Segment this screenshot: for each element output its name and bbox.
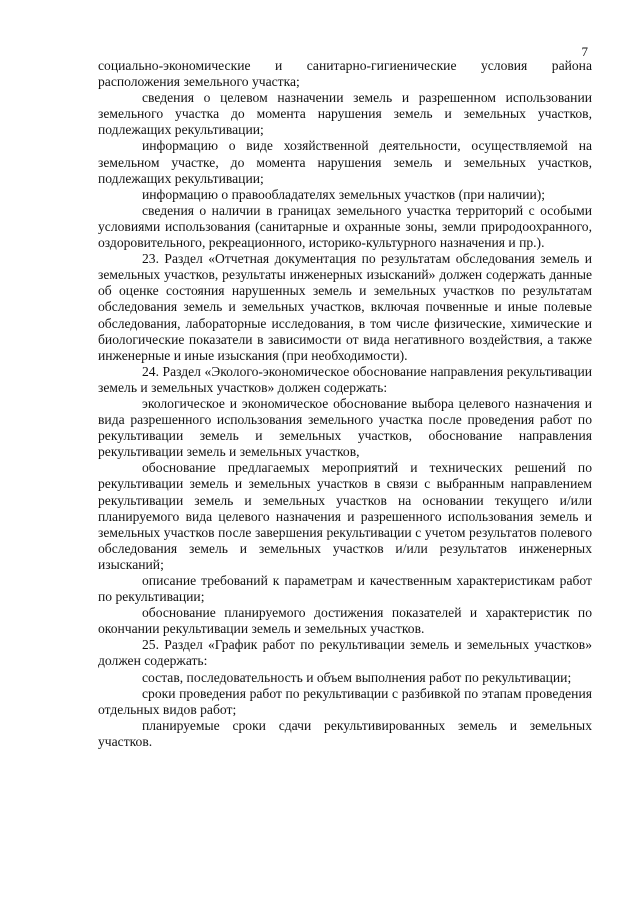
- paragraph-continuation: социально-экономические и санитарно-гигиенические условия района расположения земельного участка;: [98, 58, 592, 90]
- paragraph-handover-timing: планируемые сроки сдачи рекультивированных земель и земельных участков.: [98, 717, 592, 749]
- paragraph-ecological-justification: экологическое и экономическое обоснование выбора целевого назначения и вида разрешенного использования земельного участка после проведения работ по рекультивации земель и земельных участков, обоснование направления рекультивации земель и земельных участков,: [98, 395, 592, 460]
- paragraph-economic-activity-info: информацию о виде хозяйственной деятельности, осуществляемой на земельном участке, до момента нарушения земель и земельных участков, подлежащих рекультивации;: [98, 138, 592, 186]
- paragraph-indicators-justification: обоснование планируемого достижения показателей и характеристик по окончании рекультивации земель и земельных участков.: [98, 605, 592, 637]
- paragraph-works-composition: состав, последовательность и объем выполнения работ по рекультивации;: [142, 669, 572, 685]
- document-body: [98, 58, 592, 750]
- paragraph-requirements-description: описание требований к параметрам и качественным характеристикам работ по рекультивации;: [98, 573, 592, 605]
- paragraph-land-purpose-info: сведения о целевом назначении земель и разрешенном использовании земельного участка до момента нарушения земель и земельных участков, подлежащих рекультивации;: [98, 90, 592, 138]
- paragraph-section-24: 24. Раздел «Эколого-экономическое обоснование направления рекультивации земель и земельных участков» должен содержать:: [98, 363, 592, 395]
- paragraph-section-25: 25. Раздел «График работ по рекультивации земель и земельных участков» должен содержать:: [98, 637, 592, 669]
- paragraph-special-zones-info: сведения о наличии в границах земельного участка территорий с особыми условиями использования (санитарные и охранные зоны, земли природоохранного, оздоровительного, рекреационного, историко-культурного назначения и пр.).: [98, 202, 592, 251]
- paragraph-section-23: 23. Раздел «Отчетная документация по результатам обследования земель и земельных участков, результаты инженерных изысканий» должен содержать данные об оценке состояния нарушенных земель и земельных участков по результатам обследования земель и земельных участков, включая почвенные и иные полевые обследования, лабораторные исследования, в том числе физические, химические и биологические показатели в зависимости от вида негативного воздействия, а также инженерные и иные изыскания (при необходимости).: [98, 251, 592, 363]
- paragraph-measures-justification: обоснование предлагаемых мероприятий и технических решений по рекультивации земель и земельных участков в связи с выбранным направлением рекультивации земель и земельных участков на основании текущего и/или планируемого вида целевого назначения и разрешенного использования земель и земельных участков после завершения рекультивации с учетом результатов полевого обследования земель и земельных участков и/или результатов инженерных изысканий;: [98, 460, 592, 572]
- page-number: 7: [581, 44, 588, 59]
- paragraph-rights-holders-info: информацию о правообладателях земельных участков (при наличии);: [142, 186, 546, 202]
- paragraph-works-timing: сроки проведения работ по рекультивации с разбивкой по этапам проведения отдельных видов работ;: [98, 685, 592, 717]
